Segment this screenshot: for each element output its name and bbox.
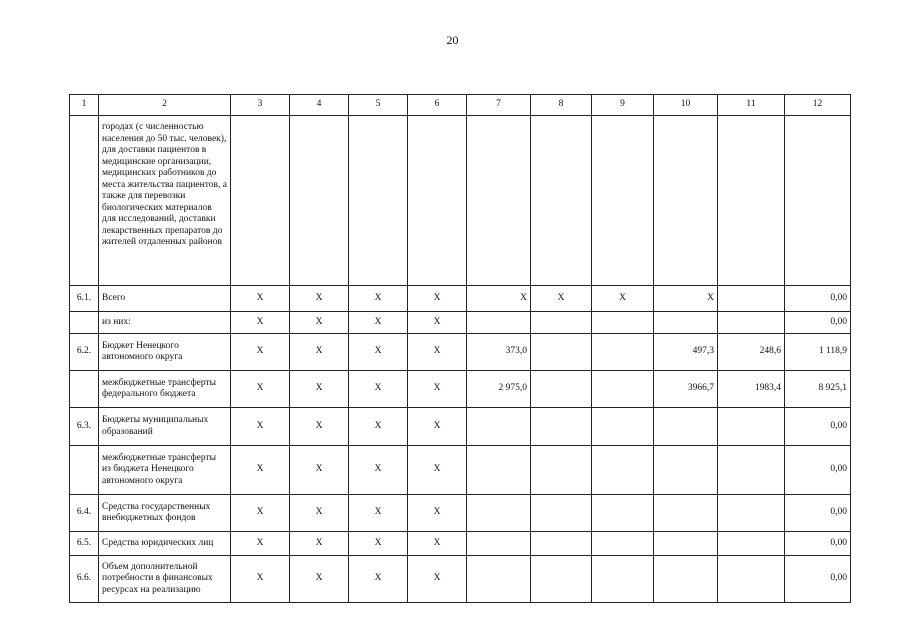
value-cell-col-8: X bbox=[531, 286, 592, 312]
value-cell-col-11 bbox=[718, 532, 785, 556]
value-cell-col-11: 1983,4 bbox=[718, 371, 785, 408]
value-cell-col-5: X bbox=[349, 495, 408, 532]
value-cell-col-3: X bbox=[231, 446, 290, 495]
value-cell-col-4 bbox=[290, 116, 349, 286]
value-cell-col-6: X bbox=[408, 312, 467, 334]
row-name-cell: городах (с численностью населения до 50 тыс. человек), для доставки пациентов в медицинские организации, медицинских работников до места жительства пациентов, а также для перевозки биологических материалов для исследований, доставки лекарственных препаратов до жителей отдаленных районов bbox=[99, 116, 231, 286]
value-cell-col-12: 8 925,1 bbox=[785, 371, 851, 408]
value-cell-col-3: X bbox=[231, 334, 290, 371]
value-cell-col-4: X bbox=[290, 532, 349, 556]
row-code-cell: 6.2. bbox=[70, 334, 99, 371]
value-cell-col-7 bbox=[467, 495, 531, 532]
value-cell-col-5: X bbox=[349, 312, 408, 334]
header-cell: 11 bbox=[718, 95, 785, 116]
value-cell-col-12: 0,00 bbox=[785, 556, 851, 603]
value-cell-col-10 bbox=[654, 446, 718, 495]
value-cell-col-3: X bbox=[231, 312, 290, 334]
table-row bbox=[70, 532, 851, 556]
header-cell: 10 bbox=[654, 95, 718, 116]
value-cell-col-9 bbox=[592, 446, 654, 495]
value-cell-col-5: X bbox=[349, 532, 408, 556]
row-code-cell: 6.5. bbox=[70, 532, 99, 556]
value-cell-col-7: X bbox=[467, 286, 531, 312]
value-cell-col-3 bbox=[231, 116, 290, 286]
value-cell-col-12: 0,00 bbox=[785, 286, 851, 312]
header-cell: 5 bbox=[349, 95, 408, 116]
value-cell-col-11 bbox=[718, 286, 785, 312]
value-cell-col-12 bbox=[785, 116, 851, 286]
value-cell-col-6: X bbox=[408, 334, 467, 371]
value-cell-col-8 bbox=[531, 532, 592, 556]
value-cell-col-3: X bbox=[231, 286, 290, 312]
value-cell-col-7 bbox=[467, 446, 531, 495]
value-cell-col-10 bbox=[654, 312, 718, 334]
header-cell: 9 bbox=[592, 95, 654, 116]
value-cell-col-12: 0,00 bbox=[785, 446, 851, 495]
header-cell: 2 bbox=[99, 95, 231, 116]
value-cell-col-7: 2 975,0 bbox=[467, 371, 531, 408]
value-cell-col-11 bbox=[718, 312, 785, 334]
row-code-cell: 6.3. bbox=[70, 408, 99, 446]
value-cell-col-4: X bbox=[290, 446, 349, 495]
table-body bbox=[70, 116, 851, 603]
value-cell-col-3: X bbox=[231, 408, 290, 446]
value-cell-col-8 bbox=[531, 116, 592, 286]
value-cell-col-3: X bbox=[231, 532, 290, 556]
value-cell-col-7 bbox=[467, 116, 531, 286]
value-cell-col-12: 0,00 bbox=[785, 312, 851, 334]
value-cell-col-9: X bbox=[592, 286, 654, 312]
value-cell-col-11 bbox=[718, 556, 785, 603]
value-cell-col-9 bbox=[592, 532, 654, 556]
value-cell-col-6 bbox=[408, 116, 467, 286]
row-code-cell bbox=[70, 371, 99, 408]
header-cell: 4 bbox=[290, 95, 349, 116]
value-cell-col-11 bbox=[718, 495, 785, 532]
header-cell: 6 bbox=[408, 95, 467, 116]
value-cell-col-11 bbox=[718, 116, 785, 286]
value-cell-col-6: X bbox=[408, 446, 467, 495]
table-row bbox=[70, 334, 851, 371]
row-code-cell: 6.1. bbox=[70, 286, 99, 312]
row-code-cell bbox=[70, 446, 99, 495]
row-name-cell: из них: bbox=[99, 312, 231, 334]
table-header-row bbox=[70, 95, 851, 116]
table-row bbox=[70, 408, 851, 446]
value-cell-col-10 bbox=[654, 532, 718, 556]
value-cell-col-12: 1 118,9 bbox=[785, 334, 851, 371]
value-cell-col-11 bbox=[718, 408, 785, 446]
value-cell-col-8 bbox=[531, 556, 592, 603]
value-cell-col-10: X bbox=[654, 286, 718, 312]
value-cell-col-3: X bbox=[231, 495, 290, 532]
value-cell-col-8 bbox=[531, 446, 592, 495]
value-cell-col-3: X bbox=[231, 371, 290, 408]
value-cell-col-12: 0,00 bbox=[785, 495, 851, 532]
value-cell-col-9 bbox=[592, 371, 654, 408]
value-cell-col-4: X bbox=[290, 556, 349, 603]
value-cell-col-9 bbox=[592, 495, 654, 532]
value-cell-col-6: X bbox=[408, 371, 467, 408]
row-code-cell: 6.6. bbox=[70, 556, 99, 603]
value-cell-col-9 bbox=[592, 408, 654, 446]
value-cell-col-4: X bbox=[290, 495, 349, 532]
value-cell-col-10 bbox=[654, 556, 718, 603]
row-name-cell: Средства государственных внебюджетных фондов bbox=[99, 495, 231, 532]
value-cell-col-5: X bbox=[349, 556, 408, 603]
row-name-cell: межбюджетные трансферты федерального бюджета bbox=[99, 371, 231, 408]
page-number: 20 bbox=[446, 33, 459, 47]
row-name-cell: Бюджет Ненецкого автономного округа bbox=[99, 334, 231, 371]
table-row bbox=[70, 495, 851, 532]
value-cell-col-8 bbox=[531, 312, 592, 334]
value-cell-col-11 bbox=[718, 446, 785, 495]
value-cell-col-7: 373,0 bbox=[467, 334, 531, 371]
value-cell-col-4: X bbox=[290, 408, 349, 446]
value-cell-col-12: 0,00 bbox=[785, 532, 851, 556]
row-name-cell: Объем дополнительной потребности в финансовых ресурсах на реализацию bbox=[99, 556, 231, 603]
value-cell-col-6: X bbox=[408, 286, 467, 312]
table-row bbox=[70, 312, 851, 334]
value-cell-col-6: X bbox=[408, 556, 467, 603]
value-cell-col-9 bbox=[592, 312, 654, 334]
value-cell-col-6: X bbox=[408, 532, 467, 556]
header-cell: 12 bbox=[785, 95, 851, 116]
value-cell-col-6: X bbox=[408, 408, 467, 446]
value-cell-col-5 bbox=[349, 116, 408, 286]
value-cell-col-4: X bbox=[290, 286, 349, 312]
value-cell-col-5: X bbox=[349, 371, 408, 408]
value-cell-col-5: X bbox=[349, 408, 408, 446]
header-cell: 8 bbox=[531, 95, 592, 116]
row-name-cell: Средства юридических лиц bbox=[99, 532, 231, 556]
value-cell-col-4: X bbox=[290, 312, 349, 334]
table-row bbox=[70, 446, 851, 495]
row-name-cell: Всего bbox=[99, 286, 231, 312]
header-cell: 7 bbox=[467, 95, 531, 116]
value-cell-col-5: X bbox=[349, 334, 408, 371]
value-cell-col-9 bbox=[592, 334, 654, 371]
value-cell-col-10 bbox=[654, 408, 718, 446]
table-row bbox=[70, 371, 851, 408]
value-cell-col-7 bbox=[467, 556, 531, 603]
value-cell-col-7 bbox=[467, 408, 531, 446]
budget-table bbox=[69, 94, 851, 603]
value-cell-col-8 bbox=[531, 495, 592, 532]
header-cell: 1 bbox=[70, 95, 99, 116]
value-cell-col-6: X bbox=[408, 495, 467, 532]
value-cell-col-10: 3966,7 bbox=[654, 371, 718, 408]
row-name-cell: межбюджетные трансферты из бюджета Ненецкого автономного округа bbox=[99, 446, 231, 495]
table-row bbox=[70, 286, 851, 312]
row-name-cell: Бюджеты муниципальных образований bbox=[99, 408, 231, 446]
value-cell-col-8 bbox=[531, 334, 592, 371]
header-cell: 3 bbox=[231, 95, 290, 116]
value-cell-col-10 bbox=[654, 116, 718, 286]
row-code-cell: 6.4. bbox=[70, 495, 99, 532]
value-cell-col-9 bbox=[592, 556, 654, 603]
row-code-cell bbox=[70, 116, 99, 286]
value-cell-col-10: 497,3 bbox=[654, 334, 718, 371]
value-cell-col-8 bbox=[531, 371, 592, 408]
value-cell-col-5: X bbox=[349, 446, 408, 495]
value-cell-col-4: X bbox=[290, 334, 349, 371]
value-cell-col-11: 248,6 bbox=[718, 334, 785, 371]
value-cell-col-12: 0,00 bbox=[785, 408, 851, 446]
value-cell-col-8 bbox=[531, 408, 592, 446]
value-cell-col-5: X bbox=[349, 286, 408, 312]
value-cell-col-9 bbox=[592, 116, 654, 286]
value-cell-col-4: X bbox=[290, 371, 349, 408]
table-row bbox=[70, 556, 851, 603]
row-code-cell bbox=[70, 312, 99, 334]
value-cell-col-10 bbox=[654, 495, 718, 532]
value-cell-col-7 bbox=[467, 532, 531, 556]
value-cell-col-7 bbox=[467, 312, 531, 334]
value-cell-col-3: X bbox=[231, 556, 290, 603]
table-row bbox=[70, 116, 851, 286]
